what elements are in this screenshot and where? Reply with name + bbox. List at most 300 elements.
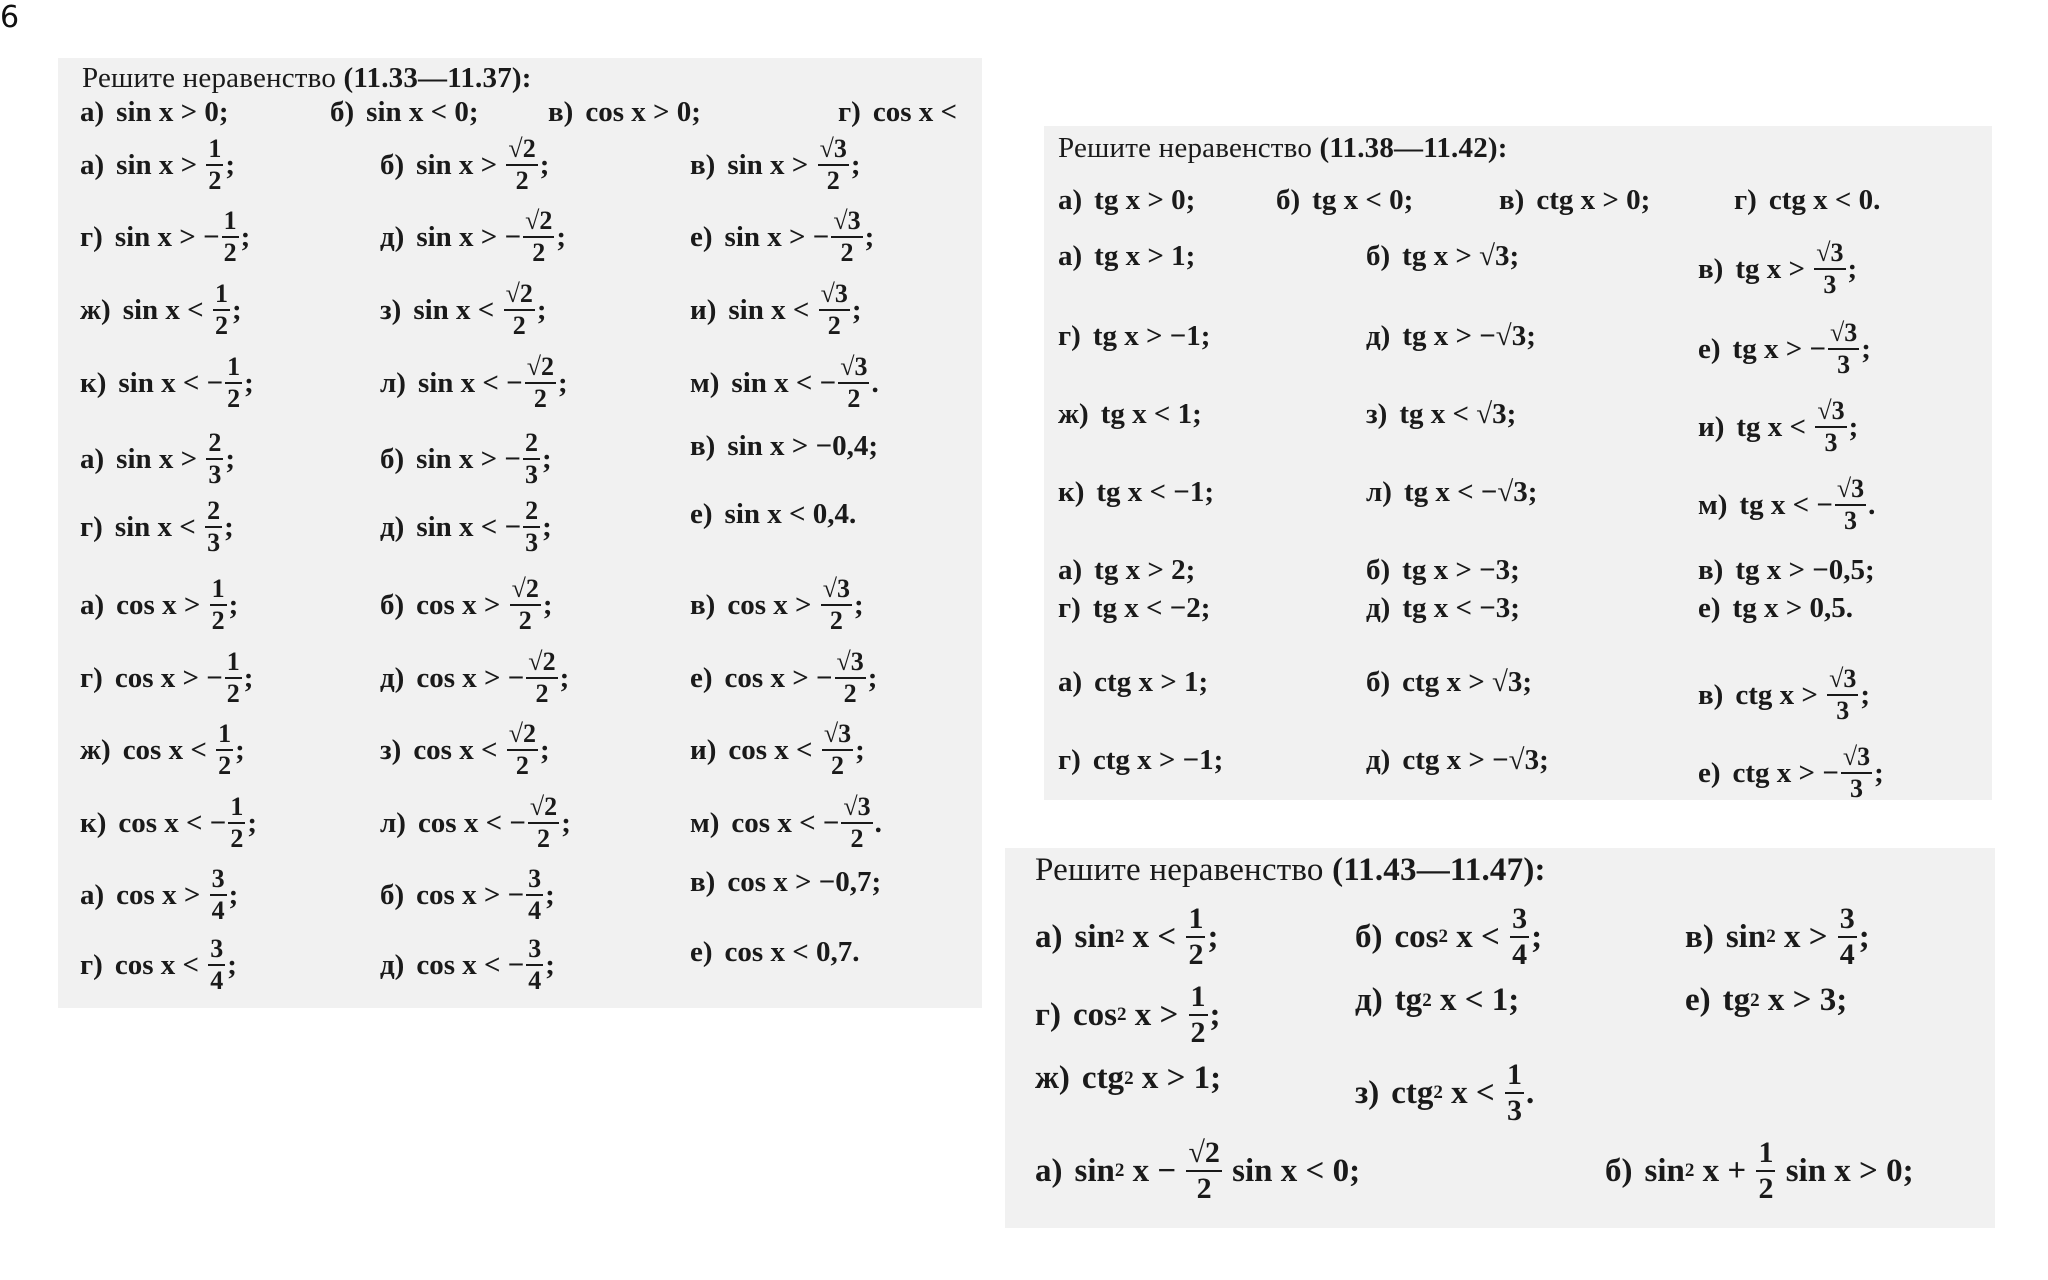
item-label: в)	[1499, 184, 1525, 216]
inequality-text: tg x < −3;	[1402, 592, 1520, 624]
item-label: б)	[380, 588, 405, 621]
fraction-denominator: 2	[1190, 1016, 1206, 1049]
inequality-text: x <	[1448, 918, 1509, 955]
inequality-text: cos x < −	[731, 806, 840, 839]
item-label: е)	[1698, 332, 1721, 365]
function-name: cos	[1072, 996, 1117, 1033]
item-label: а)	[1058, 666, 1083, 698]
item-label: б)	[1366, 240, 1391, 272]
fraction	[506, 136, 537, 194]
fraction	[822, 721, 853, 779]
exercise-item	[80, 498, 234, 556]
exercise-item	[80, 576, 238, 634]
inequality-text: tg x < −1;	[1096, 476, 1214, 508]
inequality-tail: ;	[225, 148, 236, 181]
fraction	[523, 430, 540, 488]
exercise-item	[80, 649, 253, 707]
item-label: б)	[1605, 1152, 1633, 1189]
fraction	[838, 354, 869, 412]
item-label: л)	[380, 806, 406, 839]
item-label: а)	[1035, 918, 1063, 955]
exercise-item	[330, 96, 479, 129]
fraction	[1505, 1060, 1524, 1126]
fraction-numerator: 3	[528, 934, 542, 963]
item-label: д)	[1366, 744, 1391, 776]
item-label: б)	[1366, 666, 1391, 698]
item-label: б)	[1366, 554, 1391, 586]
item-label: в)	[1698, 678, 1724, 711]
item-label: б)	[1276, 184, 1301, 216]
exercise-item	[1366, 320, 1536, 353]
inequality-text: sin x >	[416, 148, 505, 181]
fraction-denominator: 2	[850, 824, 864, 853]
exercise-item	[690, 136, 861, 194]
fraction	[1186, 904, 1205, 970]
item-label: е)	[1698, 756, 1721, 789]
item-label: е)	[690, 498, 713, 530]
exponent: 2	[1766, 926, 1776, 947]
exercise-item	[1698, 398, 1858, 456]
item-label: д)	[380, 510, 405, 543]
inequality-text: sin x <	[413, 293, 502, 326]
exercise-item	[1035, 1138, 1360, 1204]
fraction	[216, 721, 233, 779]
inequality-tail: ;	[542, 588, 553, 621]
exercise-item	[380, 721, 550, 779]
fraction-numerator: √3	[833, 206, 861, 235]
fraction	[523, 498, 540, 556]
fraction-denominator: 2	[214, 311, 228, 340]
exercise-item	[1698, 476, 1875, 534]
exercise-item	[1366, 398, 1516, 431]
exercise-item	[690, 281, 862, 339]
inequality-text: ctg x < 0.	[1768, 184, 1881, 216]
inequality-text: cos x < −	[118, 806, 227, 839]
exercise-item	[80, 721, 245, 779]
exercise-item	[380, 866, 555, 924]
inequality-text: ctg x > −√3;	[1402, 744, 1549, 776]
item-label: м)	[1698, 488, 1728, 521]
inequality-tail: ;	[244, 366, 254, 399]
inequality-text: tg x < 1;	[1100, 398, 1202, 430]
exercise-item	[1734, 184, 1880, 217]
fraction	[208, 936, 225, 994]
fraction	[225, 649, 242, 707]
inequality-tail: ;	[1531, 918, 1543, 955]
inequality-text: cos x < 0,7.	[724, 936, 860, 968]
item-label: б)	[380, 878, 405, 911]
fraction-numerator: √3	[819, 134, 847, 163]
exercise-item	[80, 96, 229, 129]
fraction	[210, 866, 227, 924]
inequality-text: x +	[1694, 1152, 1755, 1189]
exercise-item	[1058, 476, 1214, 509]
item-label: в)	[1698, 554, 1724, 586]
fraction	[228, 794, 245, 852]
item-label: д)	[1355, 982, 1383, 1018]
inequality-tail: ;	[539, 148, 550, 181]
inequality-tail: ;	[1858, 918, 1870, 955]
item-label: г)	[838, 96, 861, 128]
fraction-denominator: 3	[1823, 270, 1837, 299]
exponent: 2	[1438, 926, 1448, 947]
inequality-text: sin x < −	[416, 510, 522, 543]
fraction	[206, 136, 223, 194]
fraction	[821, 576, 852, 634]
item-label: л)	[380, 366, 406, 399]
fraction	[1841, 744, 1872, 802]
item-label: а)	[80, 588, 105, 621]
fraction-numerator: √3	[836, 647, 864, 676]
fraction	[213, 281, 230, 339]
inequality-text: cos x > −	[416, 661, 525, 694]
fraction-denominator: 2	[515, 166, 529, 195]
inequality-text: sin x <	[114, 510, 204, 543]
exercise-item	[380, 136, 549, 194]
exercise-item	[380, 281, 547, 339]
item-label: г)	[1035, 996, 1061, 1033]
inequality-text: ctg x >	[1735, 678, 1826, 711]
item-label: г)	[1058, 744, 1081, 776]
fraction-numerator: √2	[508, 134, 536, 163]
exercise-item	[1366, 666, 1532, 699]
item-label: м)	[690, 366, 720, 399]
fraction-numerator: 3	[1512, 902, 1528, 935]
inequality-tail: ;	[228, 878, 239, 911]
exercise-item	[380, 794, 571, 852]
exercise-item	[80, 136, 235, 194]
exercise-item	[1698, 240, 1857, 298]
fraction-numerator: 1	[230, 792, 244, 821]
fraction-numerator: 1	[226, 647, 240, 676]
inequality-tail: ;	[855, 733, 865, 766]
fraction-numerator: 1	[1190, 980, 1206, 1013]
fraction-numerator: 1	[208, 134, 222, 163]
exercise-item	[1058, 666, 1208, 699]
fraction	[525, 354, 556, 412]
exercise-item	[548, 96, 701, 129]
inequality-text: sin x > −0,4;	[727, 430, 879, 462]
inequality-text: cos x < −	[416, 948, 525, 981]
fraction	[526, 866, 543, 924]
fraction-numerator: 1	[1506, 1058, 1522, 1091]
inequality-tail: ;	[1207, 918, 1219, 955]
inequality-tail: ;	[231, 293, 242, 326]
inequality-text: sin x >	[116, 442, 205, 475]
fraction	[1835, 476, 1866, 534]
fraction-denominator: 2	[211, 606, 225, 635]
inequality-text: sin x < −	[118, 366, 224, 399]
item-label: д)	[380, 661, 405, 694]
fraction-numerator: 3	[210, 934, 224, 963]
item-label: а)	[1058, 184, 1083, 216]
inequality-text: cos x <	[413, 733, 505, 766]
exercise-item	[690, 430, 878, 463]
exponent: 2	[1422, 989, 1432, 1011]
item-label: е)	[1685, 982, 1711, 1018]
inequality-text: cos x <	[872, 96, 958, 128]
fraction	[819, 281, 850, 339]
inequality-text: cos x >	[116, 878, 208, 911]
fraction	[1814, 240, 1845, 298]
exercise-item	[380, 649, 569, 707]
function-name: sin	[1644, 1152, 1685, 1189]
fraction-numerator: √3	[840, 352, 868, 381]
fraction-numerator: √3	[1836, 474, 1865, 503]
fraction	[835, 649, 866, 707]
fraction-numerator: 3	[211, 864, 225, 893]
fraction-denominator: 4	[528, 896, 542, 925]
fraction	[1815, 398, 1846, 456]
item-label: и)	[690, 293, 717, 326]
fraction	[210, 576, 227, 634]
item-label: г)	[1058, 592, 1081, 624]
exercise-item	[690, 936, 859, 969]
item-label: а)	[1058, 240, 1083, 272]
exercise-item	[380, 576, 553, 634]
inequality-text: tg x > −1;	[1092, 320, 1211, 352]
inequality-tail: sin x > 0;	[1777, 1152, 1914, 1189]
inequality-text: sin x <	[122, 293, 211, 326]
exercise-item	[1698, 554, 1875, 587]
fraction-denominator: 2	[533, 384, 547, 413]
item-label: д)	[380, 220, 405, 253]
inequality-text: cos x <	[728, 733, 820, 766]
exercise-item	[1698, 592, 1853, 625]
inequality-text: cos x <	[114, 948, 207, 981]
exercise-item	[1058, 184, 1195, 217]
exercise-item	[1698, 320, 1871, 378]
inequality-text: x > 3;	[1759, 982, 1848, 1018]
inequality-text: tg x >	[1735, 252, 1813, 285]
exercise-item	[1499, 184, 1650, 217]
item-label: ж)	[80, 293, 111, 326]
exercise-item	[1366, 554, 1520, 587]
inequality-text: cos x > −	[724, 661, 833, 694]
fraction-numerator: 2	[525, 496, 539, 525]
fraction	[1838, 904, 1857, 970]
exercise-item	[380, 936, 555, 994]
fraction-denominator: 2	[537, 824, 551, 853]
inequality-text: sin x < −	[417, 366, 523, 399]
inequality-tail: ;	[247, 806, 258, 839]
exercise-item	[1035, 1060, 1221, 1097]
inequality-tail: ;	[228, 588, 239, 621]
panel-heading: Решите неравенство (11.33—11.37):	[82, 62, 532, 94]
fraction-denominator: 2	[830, 751, 844, 780]
item-label: з)	[1355, 1074, 1380, 1111]
item-label: б)	[1355, 918, 1383, 955]
fraction-denominator: 2	[826, 166, 840, 195]
fraction-numerator: √3	[1842, 742, 1871, 771]
item-label: б)	[380, 148, 405, 181]
item-label: д)	[380, 948, 405, 981]
inequality-tail: ;	[541, 442, 552, 475]
inequality-tail: ;	[235, 733, 245, 766]
item-label: и)	[690, 733, 717, 766]
fraction-numerator: 3	[1839, 902, 1855, 935]
fraction-numerator: 1	[223, 206, 237, 235]
fraction-denominator: 3	[1836, 696, 1850, 725]
fraction-denominator: 4	[528, 966, 542, 995]
exercise-item	[380, 354, 568, 412]
exercise-item	[690, 649, 877, 707]
fraction-numerator: √3	[1817, 396, 1845, 425]
inequality-text: tg x < −√3;	[1403, 476, 1538, 508]
exercise-item	[1058, 398, 1202, 431]
inequality-text: sin x > −	[416, 442, 521, 475]
inequality-text: sin x < 0;	[366, 96, 479, 128]
item-label: а)	[80, 442, 105, 475]
exercise-item	[690, 794, 882, 852]
exercise-panel-11-43-11-47	[1005, 848, 1995, 1228]
fraction	[818, 136, 849, 194]
fraction-denominator: 2	[847, 384, 861, 413]
inequality-tail: ;	[867, 661, 878, 694]
fraction	[504, 281, 535, 339]
item-label: б)	[380, 442, 405, 475]
inequality-tail: ;	[561, 806, 571, 839]
inequality-tail: ;	[1861, 332, 1871, 365]
exercise-item	[80, 281, 242, 339]
exercise-item	[80, 354, 254, 412]
inequality-tail: ;	[558, 366, 568, 399]
panel-heading: Решите неравенство (11.43—11.47):	[1035, 852, 1546, 888]
function-name: ctg	[1391, 1074, 1434, 1111]
exponent: 2	[1114, 926, 1125, 947]
item-label: ж)	[1058, 398, 1089, 430]
fraction	[1189, 982, 1208, 1048]
exercise-item	[1366, 476, 1537, 509]
inequality-tail: ;	[1209, 996, 1221, 1033]
exercise-item	[1605, 1138, 1914, 1204]
item-label: г)	[80, 220, 103, 253]
inequality-text: cos x > −0,7;	[727, 866, 882, 898]
item-label: з)	[1366, 398, 1388, 430]
inequality-text: tg x < −	[1739, 488, 1833, 521]
inequality-text: x −	[1124, 1152, 1185, 1189]
fraction-numerator: √3	[820, 279, 848, 308]
inequality-tail: ;	[224, 510, 234, 543]
fraction-numerator: 2	[207, 496, 221, 525]
item-label: к)	[80, 806, 107, 839]
fraction-denominator: 2	[827, 311, 841, 340]
inequality-text: ctg x > 1;	[1094, 666, 1209, 698]
function-name: ctg	[1081, 1060, 1125, 1096]
exercise-item	[1685, 904, 1870, 970]
fraction-numerator: 2	[524, 428, 538, 457]
fraction-numerator: 1	[214, 279, 228, 308]
exercise-item	[690, 498, 856, 531]
fraction-numerator: √3	[1829, 664, 1857, 693]
inequality-text: sin x > −	[724, 220, 830, 253]
exponent: 2	[1124, 1067, 1134, 1089]
fraction-denominator: 2	[230, 824, 244, 853]
fraction-denominator: 3	[525, 528, 539, 557]
fraction-denominator: 3	[524, 460, 538, 489]
fraction-numerator: 1	[227, 352, 241, 381]
item-label: е)	[690, 661, 713, 694]
page-number: 6	[0, 0, 20, 35]
fraction-numerator: √2	[528, 647, 556, 676]
inequality-text: sin x < 0,4.	[724, 498, 857, 530]
exercise-item	[690, 866, 881, 899]
inequality-text: x <	[1124, 918, 1185, 955]
fraction-numerator: 1	[218, 719, 232, 748]
inequality-tail: .	[1868, 488, 1876, 521]
fraction-denominator: 3	[1506, 1094, 1522, 1127]
item-label: а)	[80, 148, 105, 181]
inequality-text: tg x > 1;	[1094, 240, 1196, 272]
fraction	[523, 208, 554, 266]
item-label: ж)	[80, 733, 111, 766]
item-label: е)	[690, 220, 713, 253]
fraction-denominator: 2	[208, 166, 222, 195]
fraction	[225, 354, 242, 412]
fraction-denominator: 3	[1837, 350, 1851, 379]
inequality-tail: ;	[854, 588, 864, 621]
inequality-text: ctg x > −	[1732, 756, 1839, 789]
inequality-tail: sin x < 0;	[1223, 1152, 1361, 1189]
panel-heading: Решите неравенство (11.38—11.42):	[1058, 132, 1508, 164]
fraction-denominator: 2	[535, 679, 549, 708]
item-label: а)	[1058, 554, 1083, 586]
fraction-denominator: 3	[1844, 506, 1858, 535]
inequality-tail: ;	[850, 148, 861, 181]
inequality-text: x >	[1775, 918, 1836, 955]
item-label: м)	[690, 806, 720, 839]
exercise-item	[1685, 982, 1847, 1019]
inequality-tail: ;	[1847, 252, 1858, 285]
fraction-denominator: 2	[227, 384, 241, 413]
fraction	[205, 498, 222, 556]
function-name: tg	[1394, 982, 1423, 1018]
item-label: а)	[1035, 1152, 1063, 1189]
item-label: з)	[380, 733, 402, 766]
inequality-tail: ;	[864, 220, 875, 253]
inequality-text: cos x > −	[416, 878, 525, 911]
inequality-text: ctg x > 0;	[1536, 184, 1651, 216]
inequality-text: tg x < −2;	[1092, 592, 1211, 624]
inequality-text: tg x > 0,5.	[1732, 592, 1853, 624]
inequality-tail: ;	[1848, 410, 1859, 443]
fraction	[841, 794, 872, 852]
exercise-item	[380, 208, 566, 266]
inequality-text: x > 1;	[1133, 1060, 1222, 1096]
item-label: а)	[80, 878, 105, 911]
fraction	[526, 936, 543, 994]
exercise-item	[690, 721, 865, 779]
inequality-text: tg x > 2;	[1094, 554, 1196, 586]
item-label: г)	[80, 948, 103, 981]
inequality-text: cos x >	[416, 588, 508, 621]
fraction-numerator: √2	[508, 719, 537, 748]
fraction-denominator: 2	[512, 311, 526, 340]
function-name: sin	[1074, 918, 1115, 955]
item-label: е)	[1698, 592, 1721, 624]
fraction-denominator: 2	[518, 606, 532, 635]
fraction	[1756, 1138, 1775, 1204]
fraction	[1510, 904, 1529, 970]
inequality-tail: ;	[540, 733, 550, 766]
fraction-denominator: 4	[210, 966, 224, 995]
exercise-item	[1035, 982, 1221, 1048]
function-name: sin	[1074, 1152, 1115, 1189]
exercise-item	[1366, 744, 1549, 777]
fraction-numerator: 2	[208, 428, 222, 457]
item-label: л)	[1366, 476, 1392, 508]
inequality-text: x < 1;	[1431, 982, 1520, 1018]
